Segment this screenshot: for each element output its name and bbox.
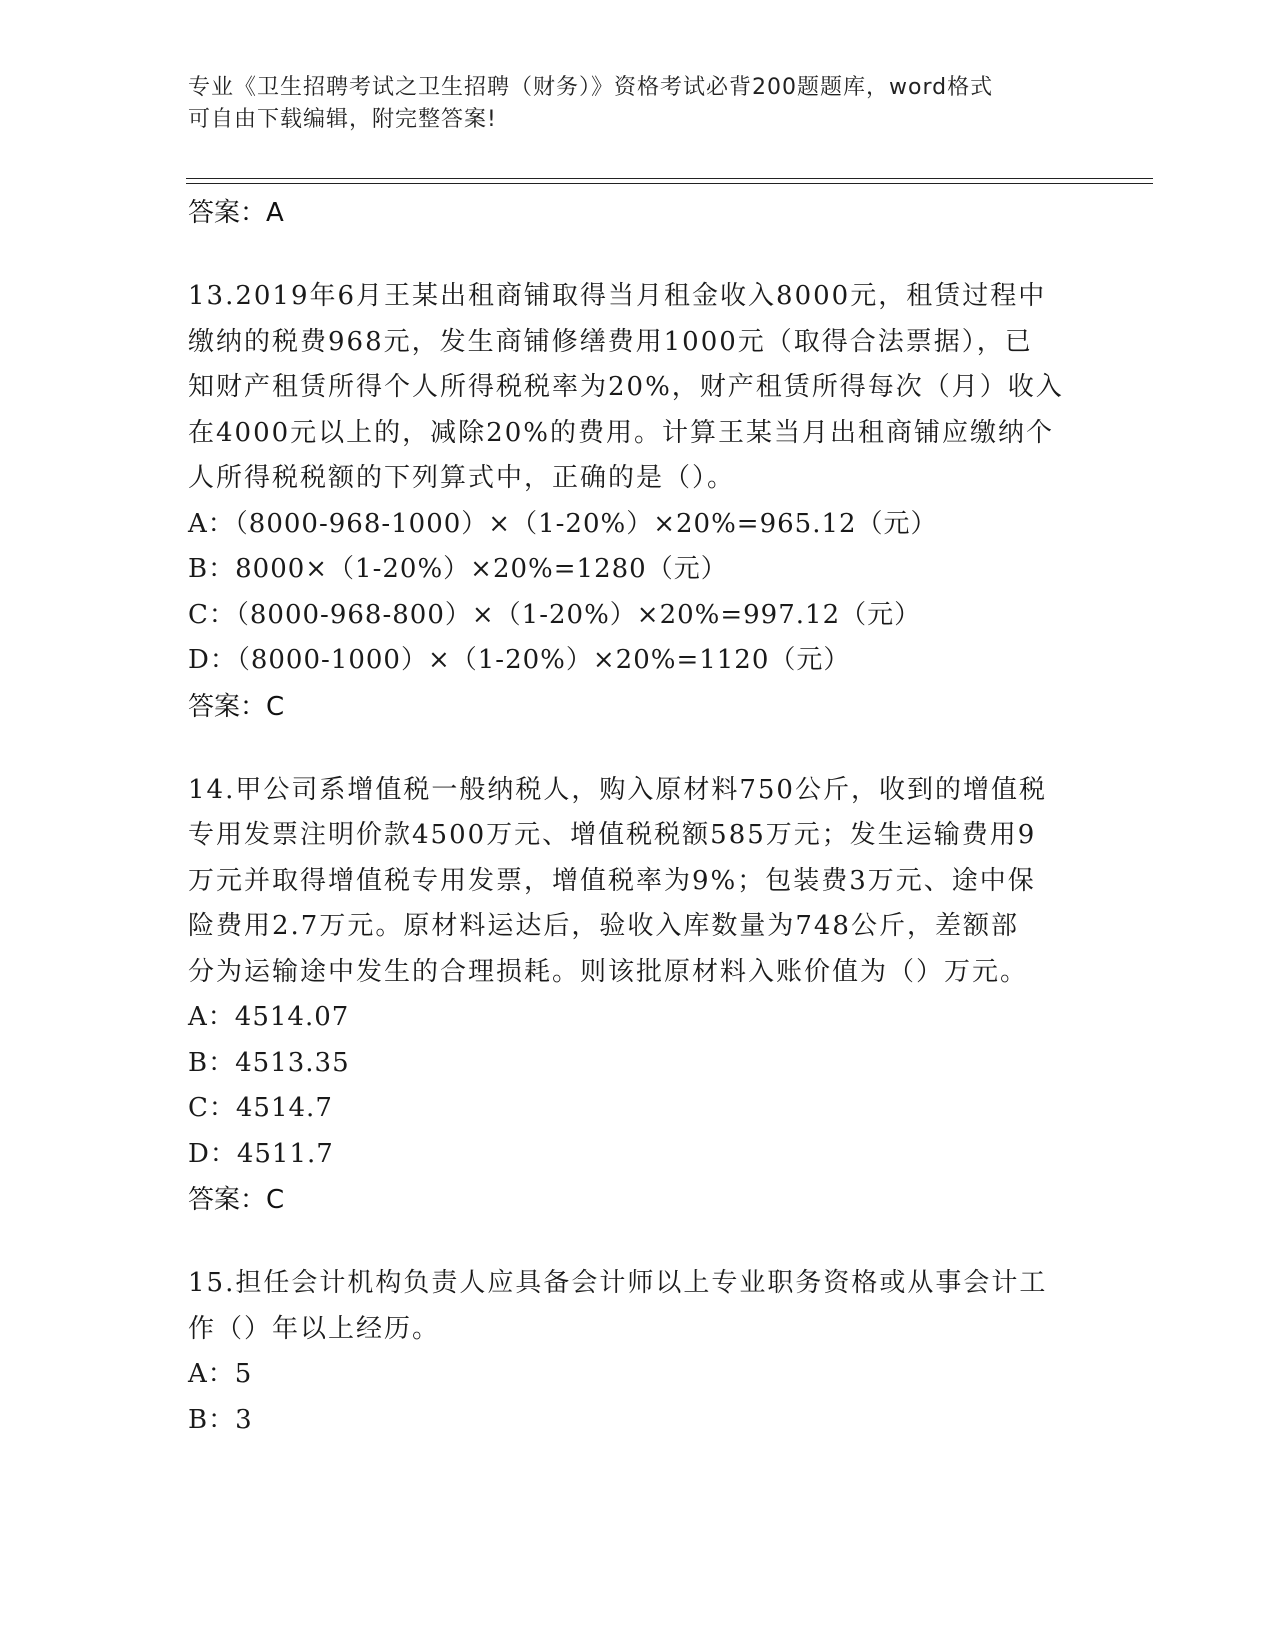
option-b: B：4513.35 [188,1047,350,1078]
header-divider [186,178,1153,179]
question-line: 作（）年以上经历。 [188,1313,441,1344]
question-line: 分为运输途中发生的合理损耗。则该批原材料入账价值为（）万元。 [188,956,1029,987]
question-line: 人所得税税额的下列算式中，正确的是（）。 [188,463,736,493]
document-header [188,72,1068,136]
option-c: C：4514.7 [188,1093,333,1123]
option-d: D：4511.7 [188,1138,334,1169]
question-text [188,274,1088,502]
header-line: 可自由下载编辑，附完整答案! [188,107,497,132]
option-a: A：（8000-968-1000）×（1-20%）×20%=965.12（元） [188,508,938,539]
question-line: 险费用2.7万元。原材料运达后，验收入库数量为748公斤，差额部 [188,911,1019,941]
option-d: D：（8000-1000）×（1-20%）×20%=1120（元） [188,645,851,675]
header-line: 专业《卫生招聘考试之卫生招聘（财务）》资格考试必背200题题库，word格式 [188,75,994,100]
question-line: 13.2019年6月王某出租商铺取得当月租金收入8000元，租赁过程中 [188,281,1047,311]
question-block [188,274,1088,730]
option-a: A：4514.07 [188,1002,350,1032]
answer-line: 答案：C [188,1185,285,1215]
question-block [188,768,1088,1224]
question-line: 在4000元以上的，减除20%的费用。计算王某当月出租商铺应缴纳个 [188,417,1054,448]
question-list [188,190,1088,1443]
header-divider [186,183,1153,184]
question-line: 知财产租赁所得个人所得税税率为20%，财产租赁所得每次（月）收入 [188,372,1064,402]
question-line: 15.担任会计机构负责人应具备会计师以上专业职务资格或从事会计工 [188,1268,1048,1298]
option-a: A：5 [188,1359,253,1389]
question-text [188,768,1088,996]
option-b: B：8000×（1-20%）×20%=1280（元） [188,554,728,584]
answer-line: 答案：A [188,198,284,228]
option-b: B：3 [188,1404,253,1435]
question-text [188,1261,1088,1352]
option-c: C：（8000-968-800）×（1-20%）×20%=997.12（元） [188,599,922,630]
question-line: 14.甲公司系增值税一般纳税人，购入原材料750公斤，收到的增值税 [188,774,1047,805]
question-line: 万元并取得增值税专用发票，增值税率为9%；包装费3万元、途中保 [188,865,1036,896]
answer-line: 答案：C [188,691,285,722]
question-line: 专用发票注明价款4500万元、增值税税额585万元；发生运输费用9 [188,820,1037,850]
question-line: 缴纳的税费968元，发生商铺修缮费用1000元（取得合法票据），已 [188,326,1033,357]
question-block [188,1261,1088,1443]
